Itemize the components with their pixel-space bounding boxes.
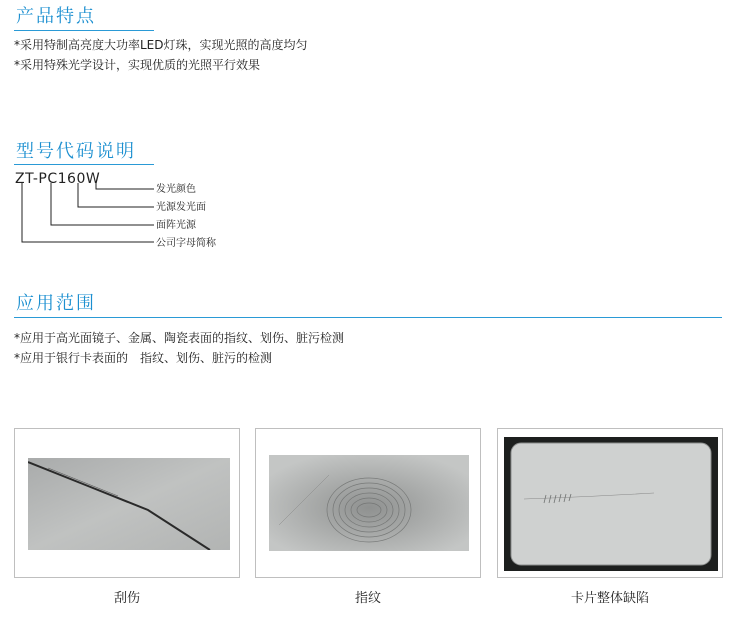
card-defect-photo-frame bbox=[497, 428, 723, 578]
card-defect-sample-image bbox=[504, 437, 718, 571]
legend-light-surface: 光源发光面 bbox=[156, 202, 206, 213]
bracket-color bbox=[96, 183, 154, 189]
legend-area-array: 面阵光源 bbox=[156, 220, 196, 231]
legend-color: 发光颜色 bbox=[156, 184, 196, 195]
model-code-title: 型号代码说明 bbox=[16, 141, 136, 162]
feature-item-2: *采用特殊光学设计，实现优质的光照平行效果 bbox=[14, 58, 261, 72]
model-code-text: ZT-PC160W bbox=[15, 171, 101, 187]
application-item-1: *应用于高光面镜子、金属、陶瓷表面的指纹、划伤、脏污检测 bbox=[14, 331, 345, 345]
application-item-2: *应用于银行卡表面的 指纹、划伤、脏污的检测 bbox=[14, 351, 273, 365]
bracket-company bbox=[22, 183, 154, 242]
feature-item-1: *采用特制高亮度大功率LED灯珠，实现光照的高度均匀 bbox=[14, 38, 308, 52]
fingerprint-caption: 指纹 bbox=[354, 591, 381, 606]
scratch-photo-frame bbox=[14, 428, 240, 578]
applications-divider bbox=[14, 317, 722, 318]
scratch-sample-image bbox=[28, 458, 230, 550]
features-divider bbox=[14, 30, 154, 31]
applications-title: 应用范围 bbox=[16, 293, 96, 314]
model-code-bracket-diagram bbox=[14, 182, 174, 252]
card-defect-caption: 卡片整体缺陷 bbox=[570, 591, 649, 606]
features-title: 产品特点 bbox=[16, 6, 96, 27]
scratch-caption: 刮伤 bbox=[113, 591, 140, 606]
bracket-light-surface bbox=[78, 183, 154, 207]
model-code-divider bbox=[14, 164, 154, 165]
legend-company: 公司字母简称 bbox=[156, 238, 216, 249]
fingerprint-photo-frame bbox=[255, 428, 481, 578]
fingerprint-sample-image bbox=[269, 455, 469, 551]
